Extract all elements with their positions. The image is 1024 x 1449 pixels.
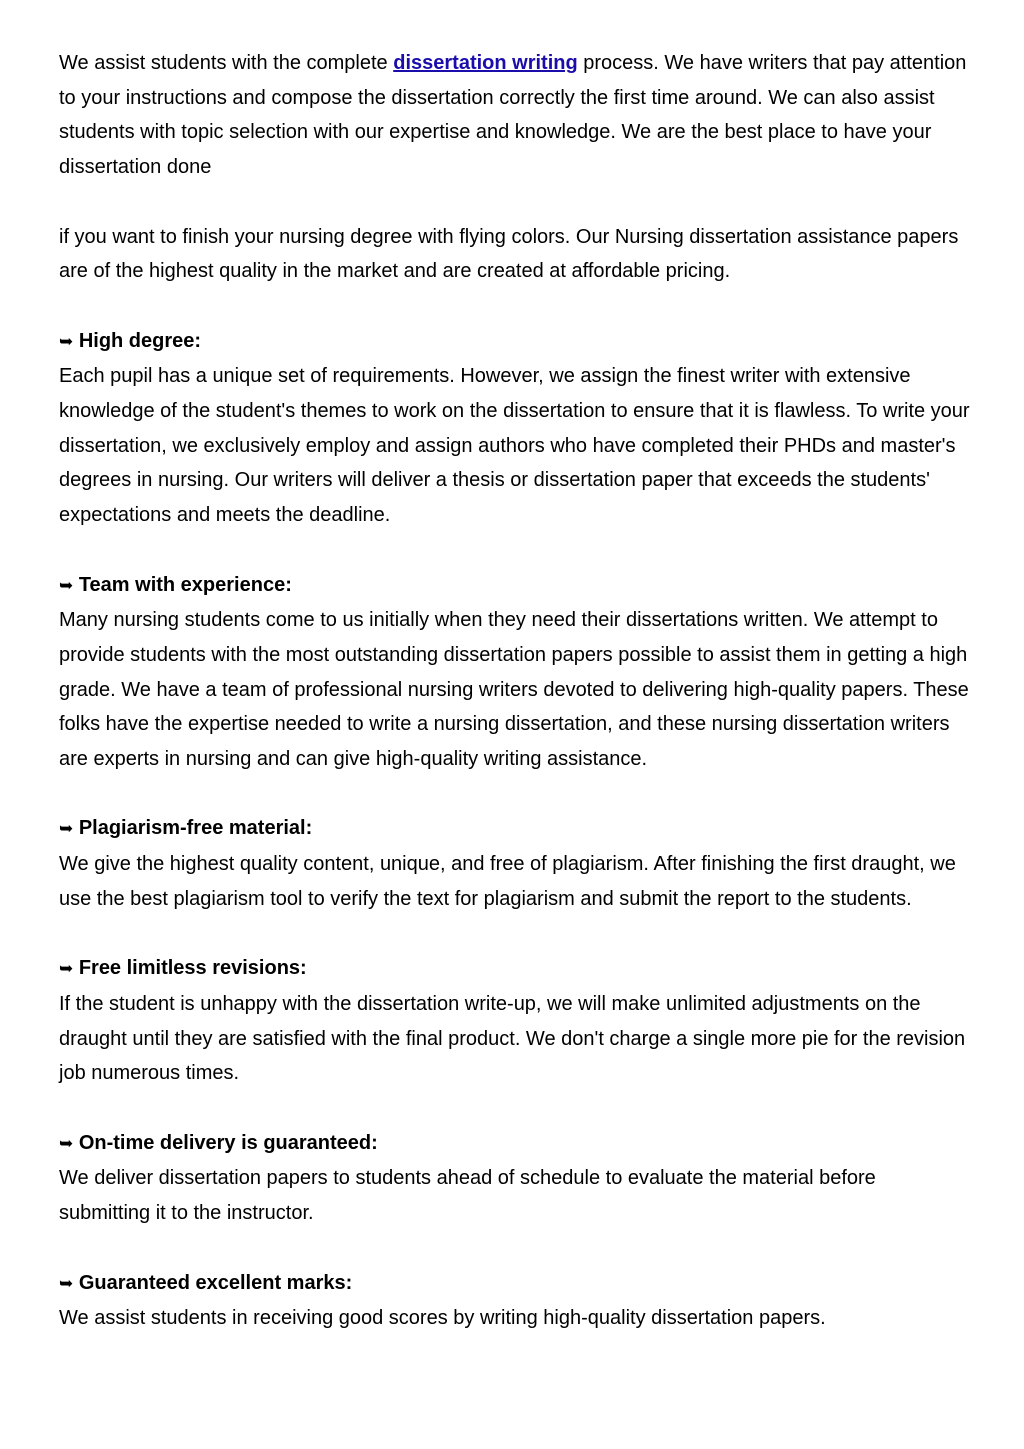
section-heading-text: Free limitless revisions:	[78, 957, 307, 980]
arrow-bullet-icon: ➥	[59, 1133, 74, 1154]
section-free-revisions	[59, 951, 971, 1091]
section-heading	[59, 324, 971, 360]
section-heading-text: Plagiarism-free material:	[78, 817, 313, 840]
section-body: We deliver dissertation papers to students ahead of schedule to evaluate the material before submitting it to the instructor.	[59, 1167, 876, 1225]
section-body: We assist students in receiving good scores by writing high-quality dissertation papers.	[59, 1307, 826, 1330]
section-heading-text: High degree:	[78, 329, 202, 352]
section-heading	[59, 1266, 971, 1302]
section-body: If the student is unhappy with the dissertation write-up, we will make unlimited adjustments on the draught until they are satisfied with the final product. We don't charge a single more pie for the revision job numerous times.	[59, 992, 966, 1085]
arrow-bullet-icon: ➥	[59, 331, 74, 352]
arrow-bullet-icon: ➥	[59, 575, 74, 596]
section-heading	[59, 1126, 971, 1162]
section-on-time-delivery	[59, 1126, 971, 1231]
intro-text-start: We assist students with the complete	[59, 52, 394, 74]
section-heading-text: Guaranteed excellent marks:	[78, 1271, 353, 1294]
section-heading	[59, 568, 971, 604]
section-excellent-marks	[59, 1266, 971, 1336]
intro-second-paragraph: if you want to finish your nursing degree with flying colors. Our Nursing dissertation assistance papers are of the highest quality in the market and are created at affordable pricing.	[59, 225, 959, 283]
intro-text-end: process. We have writers that pay attention to your instructions and compose the dissertation correctly the first time around. We can also assist students with topic selection with our expertise and knowledge. We are the best place to have your dissertation done	[59, 52, 967, 179]
section-body: We give the highest quality content, unique, and free of plagiarism. After finishing the first draught, we use the best plagiarism tool to verify the text for plagiarism and submit the report to the students.	[59, 853, 956, 910]
dissertation-writing-link[interactable]: dissertation writing	[393, 52, 578, 74]
intro-paragraph	[59, 46, 971, 185]
section-plagiarism-free	[59, 811, 971, 916]
arrow-bullet-icon: ➥	[59, 1273, 74, 1294]
section-high-degree	[59, 324, 971, 533]
document-page	[59, 46, 971, 1336]
arrow-bullet-icon: ➥	[59, 819, 74, 840]
section-heading-text: Team with experience:	[78, 573, 292, 596]
arrow-bullet-icon: ➥	[59, 959, 74, 980]
section-body: Each pupil has a unique set of requirements. However, we assign the finest writer with extensive knowledge of the student's themes to work on the dissertation to ensure that it is flawless. To write your dissertation, we exclusively employ and assign authors who have completed their PHDs and master's degrees in nursing. Our writers will deliver a thesis or dissertation paper that exceeds the students' expectations and meets the deadline.	[59, 365, 970, 527]
section-heading	[59, 951, 971, 987]
section-heading	[59, 811, 971, 847]
section-team-experience	[59, 568, 971, 777]
section-body: Many nursing students come to us initially when they need their dissertations written. We attempt to provide students with the most outstanding dissertation papers possible to assist them in getting a high grade. We have a team of professional nursing writers devoted to delivering high-quality papers. These folks have the expertise needed to write a nursing dissertation, and these nursing dissertation writers are experts in nursing and can give high-quality writing assistance.	[59, 609, 969, 771]
section-heading-text: On-time delivery is guaranteed:	[78, 1131, 378, 1154]
